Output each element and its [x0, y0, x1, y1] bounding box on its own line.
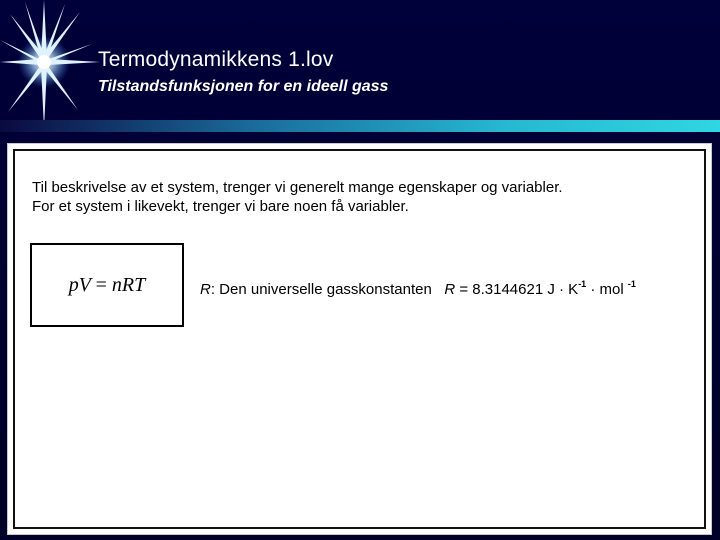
kelvin-exponent: -1 [578, 279, 587, 289]
intro-text [32, 178, 563, 216]
formula-box [30, 243, 184, 327]
intro-line-1: Til beskrivelse av et system, trenger vi generelt mange egenskaper og variabler. [32, 179, 563, 196]
formula-lhs: pV [68, 274, 91, 296]
slide-title: Termodynamikkens 1.lov [98, 48, 334, 71]
gas-constant-symbol: R [200, 281, 211, 298]
gas-constant-line [200, 279, 636, 298]
formula-rhs: nRT [111, 274, 146, 296]
intro-line-2: For et system i likevekt, trenger vi bare noen få variabler. [32, 198, 409, 215]
mol-exponent: -1 [627, 279, 636, 289]
gas-constant-symbol-2: R [444, 281, 456, 298]
ideal-gas-law-formula [32, 274, 182, 297]
gas-constant-label: : Den universelle gasskonstanten [210, 281, 432, 298]
slide-subtitle: Tilstandsfunksjonen for en ideell gass [98, 78, 389, 95]
accent-bar [0, 120, 720, 132]
gas-constant-value: = 8.3144621 J · K [455, 281, 579, 298]
mol-unit: · mol [586, 281, 628, 298]
formula-equals: = [95, 274, 107, 296]
